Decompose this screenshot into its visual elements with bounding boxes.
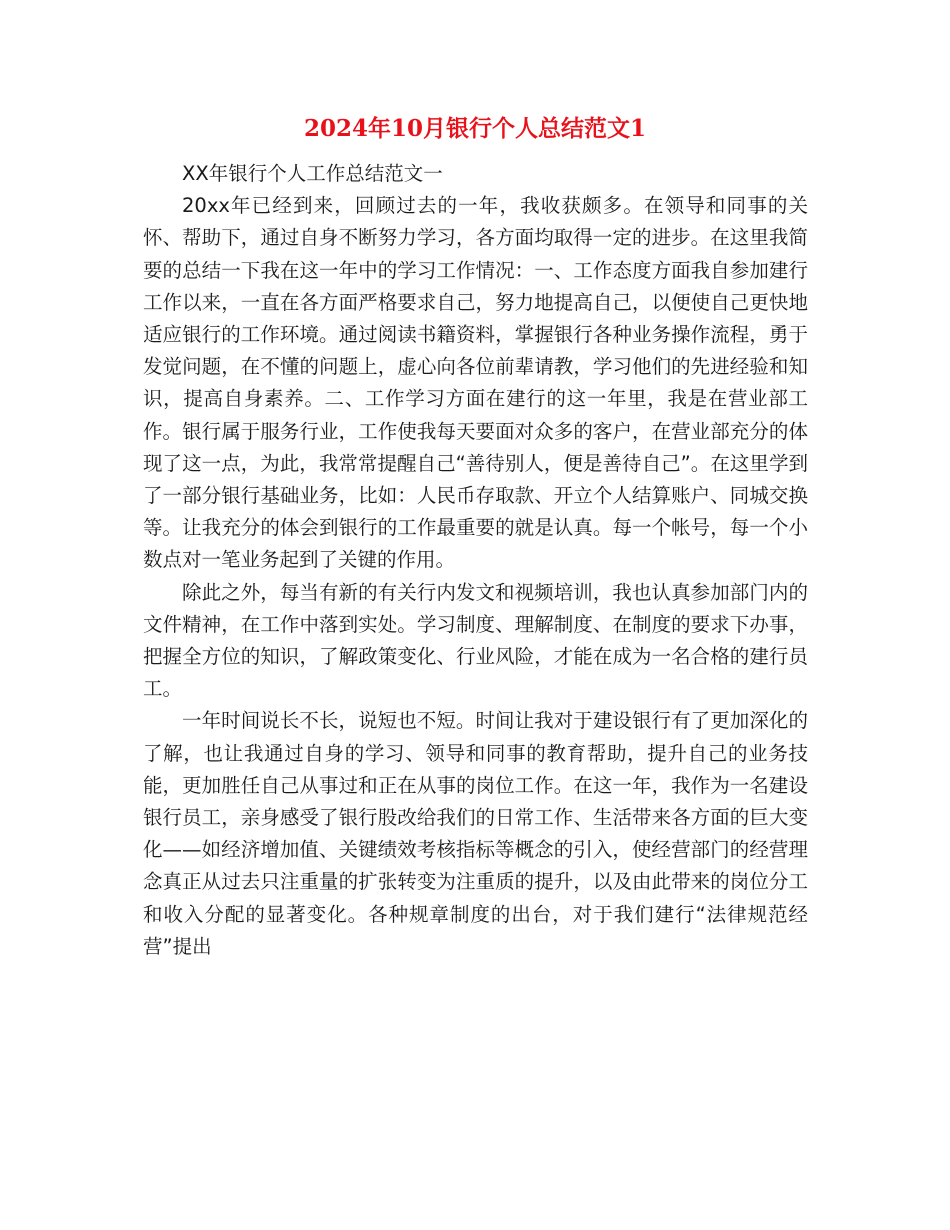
body-paragraph: 一年时间说长不长，说短也不短。时间让我对于建设银行有了更加深化的了解，也让我通过自身的学习、领导和同事的教育帮助，提升自己的业务技能，更加胜任自己从事过和正在从事的岗位工作。在这一年，我作为一名建设银行员工，亲身感受了银行股改给我们的日常工作、生活带来各方面的巨大变化——如经济增加值、关键绩效考核指标等概念的引入，使经营部门的经营理念真正从过去只注重量的扩张转变为注重质的提升，以及由此带来的岗位分工和收入分配的显著变化。各种规章制度的出台，对于我们建行“法律规范经营”提出 [143, 709, 808, 958]
subtitle-paragraph: XX年银行个人工作总结范文一 [182, 162, 443, 185]
document-body [143, 158, 808, 963]
body-paragraph: 除此之外，每当有新的有关行内发文和视频培训，我也认真参加部门内的文件精神，在工作中落到实处。学习制度、理解制度、在制度的要求下办事，把握全方位的知识，了解政策变化、行业风险，才能在成为一名合格的建行员工。 [143, 580, 808, 701]
document-title: 2024年10月银行个人总结范文1 [303, 115, 647, 142]
body-paragraph: 20xx年已经到来，回顾过去的一年，我收获颇多。在领导和同事的关怀、帮助下，通过自身不断努力学习，各方面均取得一定的进步。在这里我简要的总结一下我在这一年中的学习工作情况：一、工作态度方面我自参加建行工作以来，一直在各方面严格要求自己，努力地提高自己，以便使自己更快地适应银行的工作环境。通过阅读书籍资料，掌握银行各种业务操作流程，勇于发觉问题，在不懂的问题上，虚心向各位前辈请教，学习他们的先进经验和知识，提高自身素养。二、工作学习方面在建行的这一年里，我是在营业部工作。银行属于服务行业，工作使我每天要面对众多的客户，在营业部充分的体现了这一点，为此，我常常提醒自己“善待别人，便是善待自己”。在这里学到了一部分银行基础业务，比如：人民币存取款、开立个人结算账户、同城交换等。让我充分的体会到银行的工作最重要的就是认真。每一个帐号，每一个小数点对一笔业务起到了关键的作用。 [143, 194, 808, 572]
